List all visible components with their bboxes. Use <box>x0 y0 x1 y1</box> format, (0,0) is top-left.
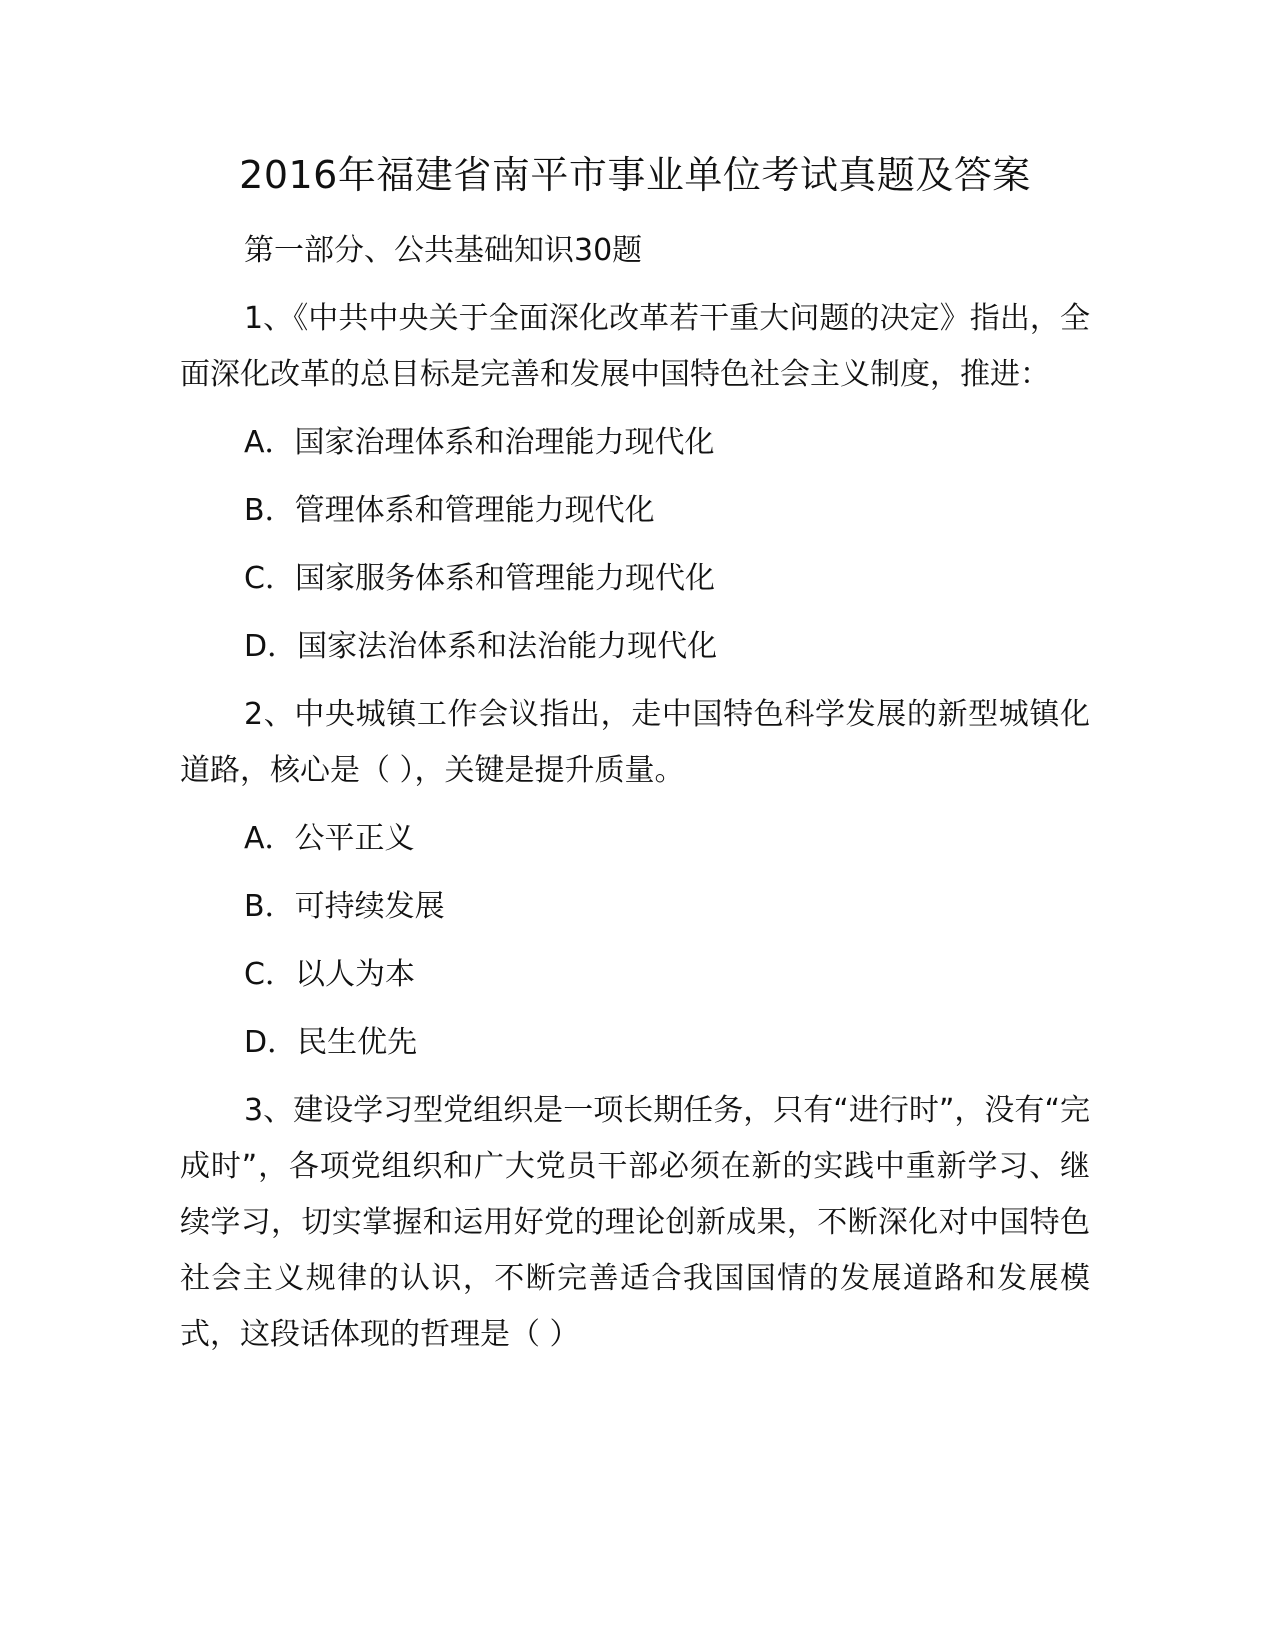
question-1-option-b: B．管理体系和管理能力现代化 <box>244 493 655 528</box>
question-1-option-a: A．国家治理体系和治理能力现代化 <box>244 425 715 460</box>
section-heading: 第一部分、公共基础知识30题 <box>244 233 643 268</box>
question-3-stem: 3、建设学习型党组织是一项长期任务，只有“进行时”，没有“完成时”，各项党组织和广大党员干部必须在新的实践中重新学习、继续学习，切实掌握和运用好党的理论创新成果，不断深化对中国特色社会主义规律的认识，不断完善适合我国国情的发展道路和发展模式，这段话体现的哲理是（ ） <box>180 1093 1090 1352</box>
question-2-option-d: D．民生优先 <box>244 1025 418 1060</box>
question-1-stem: 1、《中共中央关于全面深化改革若干重大问题的决定》指出，全面深化改革的总目标是完善和发展中国特色社会主义制度，推进： <box>180 301 1090 392</box>
question-2-option-b: B．可持续发展 <box>244 889 445 924</box>
document-title: 2016年福建省南平市事业单位考试真题及答案 <box>239 153 1031 197</box>
question-1-option-d: D．国家法治体系和法治能力现代化 <box>244 629 718 664</box>
question-2-stem: 2、中央城镇工作会议指出，走中国特色科学发展的新型城镇化道路，核心是（ ），关键是提升质量。 <box>180 697 1090 788</box>
question-1-option-c: C．国家服务体系和管理能力现代化 <box>244 561 715 596</box>
question-2-option-a: A．公平正义 <box>244 821 415 856</box>
question-2-option-c: C．以人为本 <box>244 957 415 992</box>
document-page <box>180 145 1090 1375</box>
